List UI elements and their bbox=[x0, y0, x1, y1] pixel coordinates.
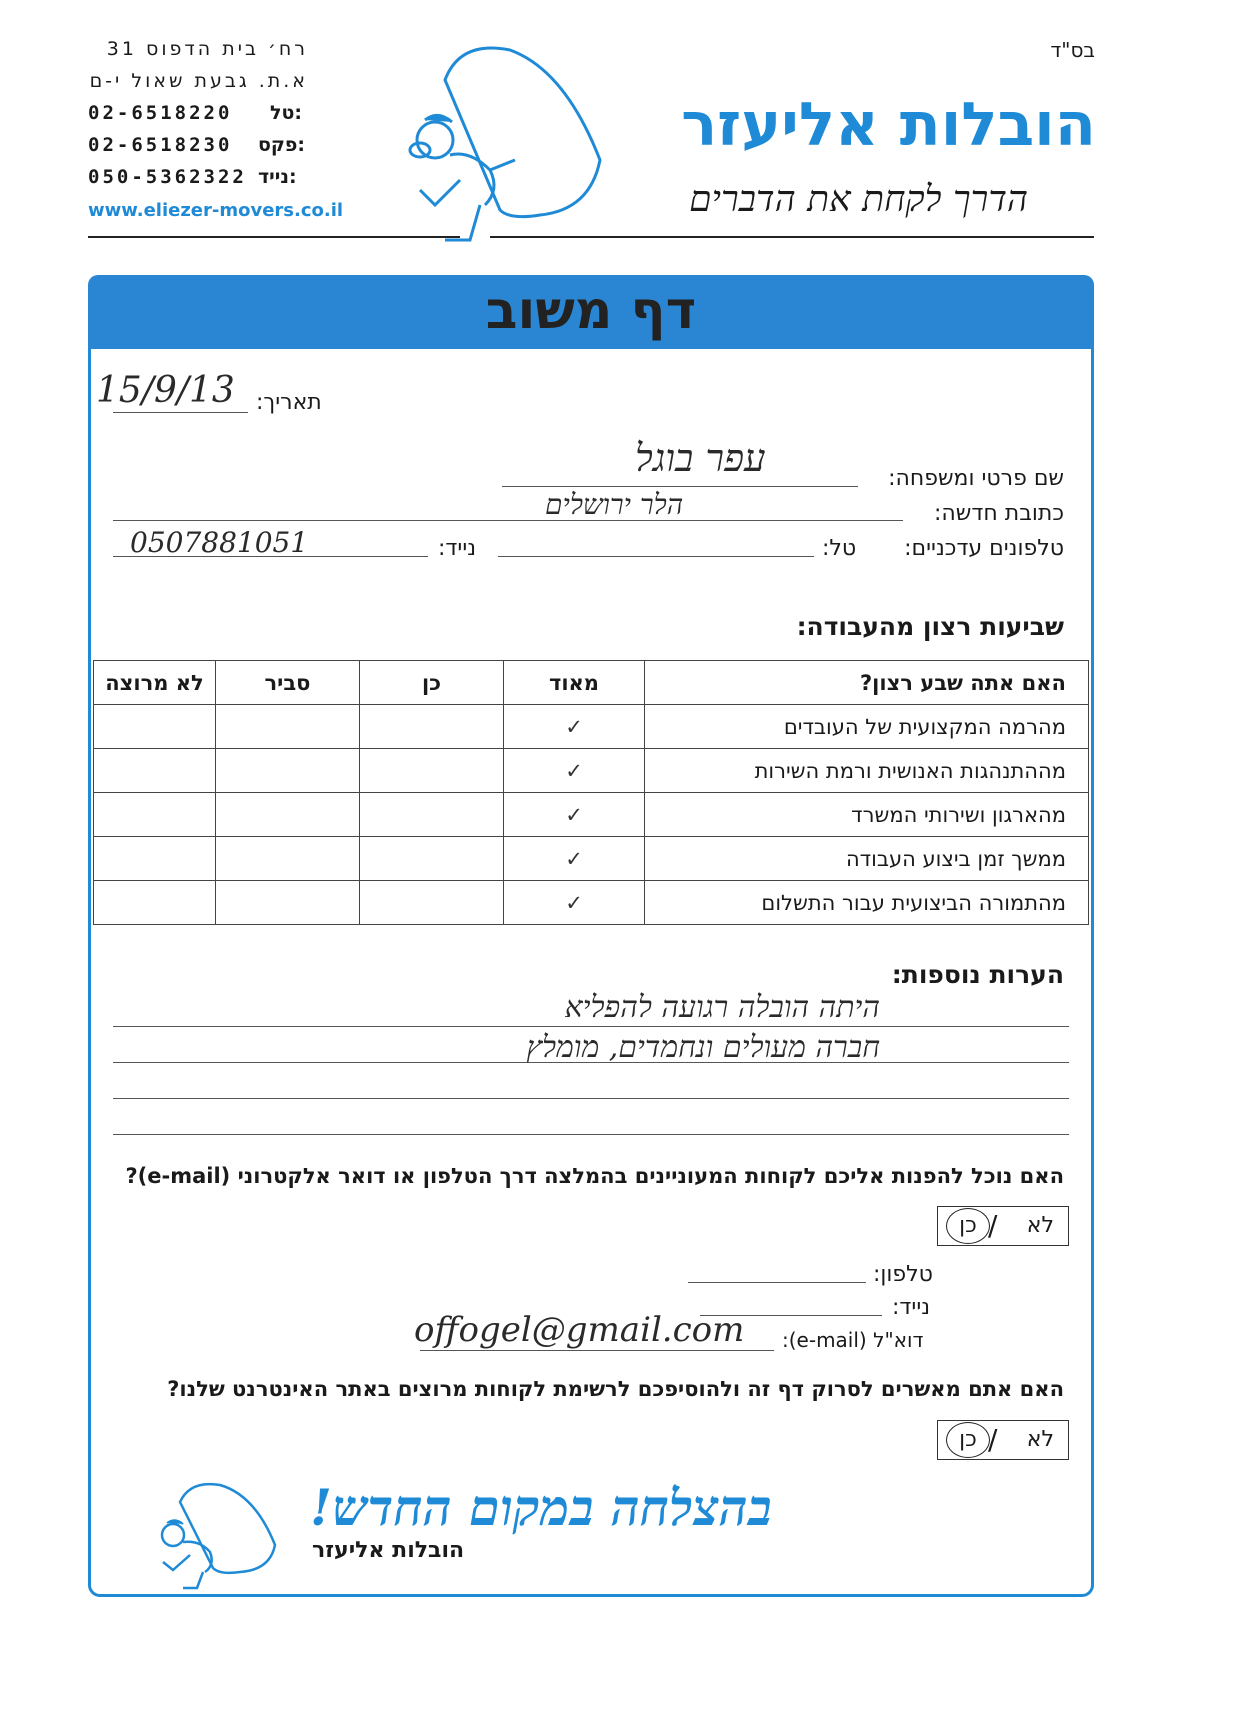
table-row bbox=[94, 705, 1089, 749]
fax-number: 02-6518230 bbox=[88, 134, 233, 156]
check-not-satisfied[interactable] bbox=[94, 881, 216, 925]
referral-email-value[interactable]: offogel@gmail.com bbox=[414, 1310, 745, 1350]
table-row bbox=[94, 793, 1089, 837]
row-label: מהתמורה הביצועית עבור התשלום bbox=[645, 881, 1089, 925]
col-yes: כן bbox=[360, 661, 504, 705]
check-reasonable[interactable] bbox=[216, 705, 360, 749]
scan-yes-no[interactable] bbox=[937, 1420, 1069, 1460]
referral-yes-option[interactable]: כן bbox=[946, 1208, 990, 1244]
footer-slogan: בהצלחה במקום החדש! bbox=[310, 1478, 772, 1537]
phone-number: 02-6518220 bbox=[88, 102, 233, 124]
check-very[interactable]: ✓ bbox=[504, 749, 645, 793]
mobile-value[interactable]: 0507881051 bbox=[130, 526, 309, 559]
row-label: ממשך זמן ביצוע העבודה bbox=[645, 837, 1089, 881]
check-yes[interactable] bbox=[360, 881, 504, 925]
row-label: מההתנהגות האנושית ורמת השירות bbox=[645, 749, 1089, 793]
referral-question: האם נוכל להפנות אליכם לקוחות המעוניינים בהמלצה דרך הטלפון או דואר אלקטרוני (e-mail)? bbox=[125, 1164, 1064, 1188]
scan-question: האם אתם מאשרים לסרוק דף זה ולהוסיפכם לרשימת לקוחות מרוצים באתר האינטרנט שלנו? bbox=[167, 1377, 1064, 1401]
address-value[interactable]: הלר ירושלים bbox=[545, 488, 684, 521]
name-line bbox=[502, 486, 858, 487]
check-not-satisfied[interactable] bbox=[94, 793, 216, 837]
bsd-mark: בס"ד bbox=[1050, 38, 1095, 62]
check-very[interactable]: ✓ bbox=[504, 705, 645, 749]
mover-mascot-small-icon bbox=[145, 1480, 285, 1590]
divider: / bbox=[988, 1209, 998, 1242]
referral-mobile-label: נייד: bbox=[892, 1295, 931, 1320]
check-reasonable[interactable] bbox=[216, 749, 360, 793]
check-yes[interactable] bbox=[360, 793, 504, 837]
check-reasonable[interactable] bbox=[216, 793, 360, 837]
referral-phone-line bbox=[688, 1282, 866, 1283]
address-line-2: א.ת. גבעת שאול י-ם bbox=[89, 70, 308, 92]
satisfaction-table bbox=[93, 660, 1089, 925]
address-label: כתובת חדשה: bbox=[933, 501, 1064, 526]
address-line bbox=[113, 520, 903, 521]
referral-email-line bbox=[420, 1350, 774, 1351]
check-yes[interactable] bbox=[360, 705, 504, 749]
comment-line-3 bbox=[113, 1098, 1069, 1099]
check-very[interactable]: ✓ bbox=[504, 837, 645, 881]
table-row bbox=[94, 881, 1089, 925]
date-label: תאריך: bbox=[256, 390, 322, 415]
table-header-row bbox=[94, 661, 1089, 705]
company-name: הובלות אליעזר bbox=[681, 90, 1096, 160]
scan-yes-option[interactable]: כן bbox=[946, 1422, 990, 1458]
table-row bbox=[94, 837, 1089, 881]
date-line bbox=[113, 412, 248, 413]
name-label: שם פרטי ומשפחה: bbox=[888, 466, 1064, 491]
table-row bbox=[94, 749, 1089, 793]
tel-line bbox=[498, 556, 814, 557]
check-reasonable[interactable] bbox=[216, 881, 360, 925]
mobile-label: נייד: bbox=[258, 166, 297, 188]
check-not-satisfied[interactable] bbox=[94, 749, 216, 793]
phones-label: טלפונים עדכניים: bbox=[904, 536, 1064, 561]
comment-line-4 bbox=[113, 1134, 1069, 1135]
mobile-field-label: נייד: bbox=[438, 536, 477, 561]
comments-heading: הערות נוספות: bbox=[891, 960, 1064, 989]
scan-no-option[interactable]: לא bbox=[1026, 1427, 1054, 1452]
fax-label: פקס: bbox=[258, 134, 306, 156]
date-value[interactable]: 15/9/13 bbox=[96, 370, 235, 411]
divider: / bbox=[988, 1423, 998, 1456]
mover-mascot-icon bbox=[390, 40, 620, 250]
referral-no-option[interactable]: לא bbox=[1026, 1213, 1054, 1238]
col-very: מאוד bbox=[504, 661, 645, 705]
check-not-satisfied[interactable] bbox=[94, 837, 216, 881]
check-yes[interactable] bbox=[360, 749, 504, 793]
mobile-number: 050-5362322 bbox=[88, 166, 247, 188]
satisfaction-heading: שביעות רצון מהעבודה: bbox=[796, 612, 1064, 641]
company-slogan: הדרך לקחת את הדברים bbox=[689, 179, 1028, 220]
col-question: האם אתה שבע רצון? bbox=[645, 661, 1089, 705]
form-title-banner bbox=[88, 275, 1094, 349]
row-label: מהארגון ושירותי המשרד bbox=[645, 793, 1089, 837]
check-not-satisfied[interactable] bbox=[94, 705, 216, 749]
name-value[interactable]: עפר בוגל bbox=[635, 436, 766, 480]
website-link[interactable]: www.eliezer-movers.co.il bbox=[88, 200, 344, 221]
phone-label: טל: bbox=[270, 102, 303, 124]
col-not-satisfied: לא מרוצה bbox=[94, 661, 216, 705]
check-yes[interactable] bbox=[360, 837, 504, 881]
comment-text-2[interactable]: חברה מעולים ונחמדים, מומלץ bbox=[526, 1030, 880, 1065]
form-title: דף משוב bbox=[485, 281, 697, 341]
col-reasonable: סביר bbox=[216, 661, 360, 705]
tel-label: טל: bbox=[822, 536, 857, 561]
referral-phone-label: טלפון: bbox=[873, 1262, 933, 1287]
address-line-1: רח׳ בית הדפוס 31 bbox=[106, 38, 308, 60]
comment-line-1 bbox=[113, 1026, 1069, 1027]
referral-yes-no[interactable] bbox=[937, 1206, 1069, 1246]
referral-email-label: דוא"ל (e-mail): bbox=[782, 1328, 924, 1352]
footer-company: הובלות אליעזר bbox=[312, 1538, 465, 1563]
comment-text-1[interactable]: היתה הובלה רגועה להפליא bbox=[564, 990, 880, 1025]
check-very[interactable]: ✓ bbox=[504, 881, 645, 925]
check-reasonable[interactable] bbox=[216, 837, 360, 881]
row-label: מהרמה המקצועית של העובדים bbox=[645, 705, 1089, 749]
check-very[interactable]: ✓ bbox=[504, 793, 645, 837]
